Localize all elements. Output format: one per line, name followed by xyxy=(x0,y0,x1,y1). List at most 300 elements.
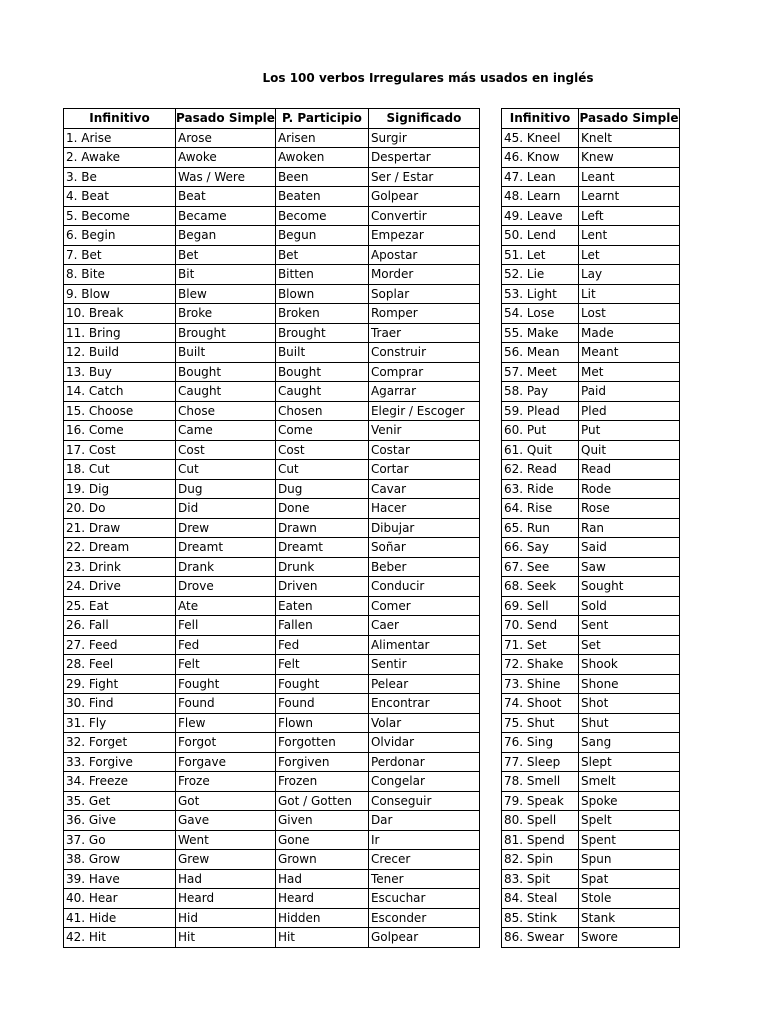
cell-infinitivo: 50. Lend xyxy=(502,226,579,246)
cell-infinitivo: 28. Feel xyxy=(64,655,176,675)
cell-pasado-simple: Spent xyxy=(579,830,680,850)
table-row xyxy=(64,908,480,928)
cell-pasado-simple: Blew xyxy=(176,284,276,304)
cell-participio: Awoken xyxy=(275,148,368,168)
table-row xyxy=(64,889,480,909)
table-row xyxy=(502,694,680,714)
table-row xyxy=(64,674,480,694)
cell-participio: Got / Gotten xyxy=(275,791,368,811)
cell-participio: Blown xyxy=(275,284,368,304)
cell-pasado-simple: Built xyxy=(176,343,276,363)
cell-infinitivo: 42. Hit xyxy=(64,928,176,948)
table-row xyxy=(64,167,480,187)
cell-participio: Fought xyxy=(275,674,368,694)
table-row xyxy=(502,908,680,928)
table-row xyxy=(502,304,680,324)
cell-pasado-simple: Lent xyxy=(579,226,680,246)
cell-infinitivo: 18. Cut xyxy=(64,460,176,480)
cell-infinitivo: 11. Bring xyxy=(64,323,176,343)
cell-significado: Pelear xyxy=(368,674,479,694)
cell-infinitivo: 75. Shut xyxy=(502,713,579,733)
table-row xyxy=(64,518,480,538)
cell-pasado-simple: Hit xyxy=(176,928,276,948)
cell-infinitivo: 3. Be xyxy=(64,167,176,187)
cell-significado: Olvidar xyxy=(368,733,479,753)
table-row xyxy=(502,479,680,499)
cell-significado: Perdonar xyxy=(368,752,479,772)
table-row xyxy=(64,635,480,655)
cell-infinitivo: 35. Get xyxy=(64,791,176,811)
table-row xyxy=(502,752,680,772)
cell-infinitivo: 27. Feed xyxy=(64,635,176,655)
table-row xyxy=(64,460,480,480)
cell-participio: Cost xyxy=(275,440,368,460)
table-row xyxy=(502,401,680,421)
cell-infinitivo: 61. Quit xyxy=(502,440,579,460)
cell-pasado-simple: Stole xyxy=(579,889,680,909)
cell-significado: Costar xyxy=(368,440,479,460)
cell-participio: Caught xyxy=(275,382,368,402)
cell-infinitivo: 69. Sell xyxy=(502,596,579,616)
cell-significado: Volar xyxy=(368,713,479,733)
cell-significado: Morder xyxy=(368,265,479,285)
cell-infinitivo: 76. Sing xyxy=(502,733,579,753)
table-row xyxy=(64,401,480,421)
cell-participio: Done xyxy=(275,499,368,519)
cell-significado: Comer xyxy=(368,596,479,616)
cell-pasado-simple: Stank xyxy=(579,908,680,928)
cell-infinitivo: 24. Drive xyxy=(64,577,176,597)
cell-pasado-simple: Had xyxy=(176,869,276,889)
cell-pasado-simple: Slept xyxy=(579,752,680,772)
table-row xyxy=(64,928,480,948)
cell-infinitivo: 65. Run xyxy=(502,518,579,538)
cell-infinitivo: 7. Bet xyxy=(64,245,176,265)
cell-infinitivo: 5. Become xyxy=(64,206,176,226)
cell-infinitivo: 15. Choose xyxy=(64,401,176,421)
cell-participio: Forgotten xyxy=(275,733,368,753)
cell-pasado-simple: Bit xyxy=(176,265,276,285)
header-participio: P. Participio xyxy=(275,109,368,129)
verbs-table-right-body xyxy=(502,128,680,947)
cell-infinitivo: 46. Know xyxy=(502,148,579,168)
cell-participio: Begun xyxy=(275,226,368,246)
cell-pasado-simple: Lit xyxy=(579,284,680,304)
cell-infinitivo: 17. Cost xyxy=(64,440,176,460)
cell-pasado-simple: Heard xyxy=(176,889,276,909)
table-row xyxy=(502,733,680,753)
cell-participio: Frozen xyxy=(275,772,368,792)
cell-infinitivo: 41. Hide xyxy=(64,908,176,928)
table-row xyxy=(64,304,480,324)
cell-significado: Despertar xyxy=(368,148,479,168)
header-significado: Significado xyxy=(368,109,479,129)
cell-significado: Crecer xyxy=(368,850,479,870)
verbs-table-right xyxy=(501,108,680,948)
cell-infinitivo: 39. Have xyxy=(64,869,176,889)
cell-significado: Ir xyxy=(368,830,479,850)
cell-pasado-simple: Sang xyxy=(579,733,680,753)
cell-infinitivo: 48. Learn xyxy=(502,187,579,207)
table-row xyxy=(64,850,480,870)
cell-infinitivo: 14. Catch xyxy=(64,382,176,402)
cell-pasado-simple: Put xyxy=(579,421,680,441)
table-row xyxy=(502,460,680,480)
table-row xyxy=(502,323,680,343)
cell-pasado-simple: Broke xyxy=(176,304,276,324)
cell-significado: Alimentar xyxy=(368,635,479,655)
header-infinitivo: Infinitivo xyxy=(502,109,579,129)
cell-significado: Sentir xyxy=(368,655,479,675)
cell-infinitivo: 78. Smell xyxy=(502,772,579,792)
cell-participio: Fallen xyxy=(275,616,368,636)
cell-pasado-simple: Shone xyxy=(579,674,680,694)
cell-pasado-simple: Chose xyxy=(176,401,276,421)
cell-pasado-simple: Leant xyxy=(579,167,680,187)
table-row xyxy=(502,518,680,538)
cell-pasado-simple: Flew xyxy=(176,713,276,733)
cell-pasado-simple: Did xyxy=(176,499,276,519)
cell-pasado-simple: Meant xyxy=(579,343,680,363)
cell-participio: Gone xyxy=(275,830,368,850)
table-row xyxy=(64,557,480,577)
cell-pasado-simple: Paid xyxy=(579,382,680,402)
table-row xyxy=(502,889,680,909)
cell-participio: Dug xyxy=(275,479,368,499)
cell-pasado-simple: Arose xyxy=(176,128,276,148)
cell-significado: Caer xyxy=(368,616,479,636)
cell-infinitivo: 79. Speak xyxy=(502,791,579,811)
cell-pasado-simple: Sought xyxy=(579,577,680,597)
cell-pasado-simple: Smelt xyxy=(579,772,680,792)
table-row xyxy=(64,323,480,343)
table-row xyxy=(502,382,680,402)
cell-infinitivo: 4. Beat xyxy=(64,187,176,207)
cell-participio: Grown xyxy=(275,850,368,870)
cell-pasado-simple: Gave xyxy=(176,811,276,831)
table-row xyxy=(502,499,680,519)
cell-pasado-simple: Said xyxy=(579,538,680,558)
table-row xyxy=(502,830,680,850)
header-pasado-simple: Pasado Simple xyxy=(176,109,276,129)
cell-participio: Bet xyxy=(275,245,368,265)
cell-infinitivo: 9. Blow xyxy=(64,284,176,304)
cell-pasado-simple: Lay xyxy=(579,265,680,285)
table-row xyxy=(502,869,680,889)
table-row xyxy=(502,557,680,577)
cell-infinitivo: 20. Do xyxy=(64,499,176,519)
cell-infinitivo: 30. Find xyxy=(64,694,176,714)
cell-significado: Apostar xyxy=(368,245,479,265)
cell-significado: Construir xyxy=(368,343,479,363)
cell-infinitivo: 31. Fly xyxy=(64,713,176,733)
table-row xyxy=(502,226,680,246)
cell-infinitivo: 85. Stink xyxy=(502,908,579,928)
cell-pasado-simple: Knelt xyxy=(579,128,680,148)
cell-infinitivo: 80. Spell xyxy=(502,811,579,831)
cell-pasado-simple: Quit xyxy=(579,440,680,460)
cell-significado: Elegir / Escoger xyxy=(368,401,479,421)
table-row xyxy=(502,538,680,558)
cell-significado: Golpear xyxy=(368,928,479,948)
table-row xyxy=(64,421,480,441)
table-row xyxy=(64,343,480,363)
cell-infinitivo: 59. Plead xyxy=(502,401,579,421)
cell-pasado-simple: Sent xyxy=(579,616,680,636)
cell-pasado-simple: Spelt xyxy=(579,811,680,831)
table-row xyxy=(64,791,480,811)
cell-significado: Beber xyxy=(368,557,479,577)
table-row xyxy=(502,148,680,168)
cell-participio: Arisen xyxy=(275,128,368,148)
cell-significado: Comprar xyxy=(368,362,479,382)
table-row xyxy=(64,733,480,753)
cell-participio: Found xyxy=(275,694,368,714)
cell-pasado-simple: Bought xyxy=(176,362,276,382)
table-row xyxy=(64,830,480,850)
cell-pasado-simple: Spat xyxy=(579,869,680,889)
table-row xyxy=(64,148,480,168)
table-row xyxy=(64,655,480,675)
table-row xyxy=(64,128,480,148)
table-row xyxy=(64,538,480,558)
cell-infinitivo: 67. See xyxy=(502,557,579,577)
cell-infinitivo: 64. Rise xyxy=(502,499,579,519)
verbs-table-left-body xyxy=(64,128,480,947)
cell-infinitivo: 26. Fall xyxy=(64,616,176,636)
cell-infinitivo: 34. Freeze xyxy=(64,772,176,792)
table-row xyxy=(502,616,680,636)
header-row xyxy=(64,109,480,129)
table-row xyxy=(64,577,480,597)
cell-participio: Beaten xyxy=(275,187,368,207)
table-row xyxy=(502,577,680,597)
table-row xyxy=(64,811,480,831)
cell-participio: Drawn xyxy=(275,518,368,538)
cell-pasado-simple: Let xyxy=(579,245,680,265)
cell-participio: Hidden xyxy=(275,908,368,928)
cell-significado: Dibujar xyxy=(368,518,479,538)
cell-participio: Cut xyxy=(275,460,368,480)
table-row xyxy=(64,362,480,382)
cell-infinitivo: 52. Lie xyxy=(502,265,579,285)
table-row xyxy=(64,226,480,246)
cell-pasado-simple: Spoke xyxy=(579,791,680,811)
cell-pasado-simple: Spun xyxy=(579,850,680,870)
cell-infinitivo: 1. Arise xyxy=(64,128,176,148)
cell-significado: Conseguir xyxy=(368,791,479,811)
cell-pasado-simple: Awoke xyxy=(176,148,276,168)
table-row xyxy=(502,245,680,265)
cell-pasado-simple: Rode xyxy=(579,479,680,499)
cell-significado: Agarrar xyxy=(368,382,479,402)
table-row xyxy=(64,713,480,733)
cell-pasado-simple: Knew xyxy=(579,148,680,168)
cell-participio: Hit xyxy=(275,928,368,948)
cell-pasado-simple: Shook xyxy=(579,655,680,675)
table-row xyxy=(64,479,480,499)
cell-infinitivo: 21. Draw xyxy=(64,518,176,538)
cell-infinitivo: 71. Set xyxy=(502,635,579,655)
cell-participio: Fed xyxy=(275,635,368,655)
cell-infinitivo: 86. Swear xyxy=(502,928,579,948)
table-row xyxy=(502,265,680,285)
table-row xyxy=(502,440,680,460)
cell-pasado-simple: Became xyxy=(176,206,276,226)
verbs-table-left xyxy=(63,108,480,948)
header-pasado-simple: Pasado Simple xyxy=(579,109,680,129)
cell-pasado-simple: Cost xyxy=(176,440,276,460)
cell-participio: Built xyxy=(275,343,368,363)
cell-pasado-simple: Made xyxy=(579,323,680,343)
header-row xyxy=(502,109,680,129)
cell-pasado-simple: Felt xyxy=(176,655,276,675)
cell-pasado-simple: Got xyxy=(176,791,276,811)
cell-infinitivo: 66. Say xyxy=(502,538,579,558)
table-row xyxy=(502,167,680,187)
cell-pasado-simple: Shot xyxy=(579,694,680,714)
cell-participio: Heard xyxy=(275,889,368,909)
cell-participio: Broken xyxy=(275,304,368,324)
table-row xyxy=(502,811,680,831)
cell-infinitivo: 83. Spit xyxy=(502,869,579,889)
table-row xyxy=(502,655,680,675)
table-row xyxy=(64,265,480,285)
cell-participio: Flown xyxy=(275,713,368,733)
cell-infinitivo: 38. Grow xyxy=(64,850,176,870)
table-row xyxy=(64,616,480,636)
cell-significado: Soñar xyxy=(368,538,479,558)
cell-infinitivo: 36. Give xyxy=(64,811,176,831)
table-row xyxy=(64,284,480,304)
cell-significado: Cortar xyxy=(368,460,479,480)
cell-pasado-simple: Drove xyxy=(176,577,276,597)
table-row xyxy=(64,187,480,207)
cell-pasado-simple: Caught xyxy=(176,382,276,402)
cell-participio: Bitten xyxy=(275,265,368,285)
table-row xyxy=(502,284,680,304)
cell-infinitivo: 32. Forget xyxy=(64,733,176,753)
cell-participio: Been xyxy=(275,167,368,187)
cell-significado: Convertir xyxy=(368,206,479,226)
cell-significado: Conducir xyxy=(368,577,479,597)
cell-infinitivo: 23. Drink xyxy=(64,557,176,577)
table-row xyxy=(64,772,480,792)
cell-significado: Venir xyxy=(368,421,479,441)
cell-pasado-simple: Hid xyxy=(176,908,276,928)
cell-infinitivo: 72. Shake xyxy=(502,655,579,675)
cell-infinitivo: 55. Make xyxy=(502,323,579,343)
cell-pasado-simple: Forgave xyxy=(176,752,276,772)
table-row xyxy=(502,791,680,811)
cell-significado: Tener xyxy=(368,869,479,889)
cell-participio: Become xyxy=(275,206,368,226)
cell-infinitivo: 2. Awake xyxy=(64,148,176,168)
cell-pasado-simple: Read xyxy=(579,460,680,480)
cell-pasado-simple: Went xyxy=(176,830,276,850)
table-row xyxy=(502,343,680,363)
cell-significado: Encontrar xyxy=(368,694,479,714)
cell-infinitivo: 82. Spin xyxy=(502,850,579,870)
cell-infinitivo: 57. Meet xyxy=(502,362,579,382)
cell-infinitivo: 12. Build xyxy=(64,343,176,363)
cell-significado: Escuchar xyxy=(368,889,479,909)
cell-pasado-simple: Forgot xyxy=(176,733,276,753)
cell-infinitivo: 70. Send xyxy=(502,616,579,636)
cell-pasado-simple: Fell xyxy=(176,616,276,636)
cell-significado: Surgir xyxy=(368,128,479,148)
cell-infinitivo: 62. Read xyxy=(502,460,579,480)
table-row xyxy=(502,713,680,733)
cell-pasado-simple: Learnt xyxy=(579,187,680,207)
cell-infinitivo: 40. Hear xyxy=(64,889,176,909)
cell-participio: Given xyxy=(275,811,368,831)
cell-pasado-simple: Rose xyxy=(579,499,680,519)
cell-infinitivo: 81. Spend xyxy=(502,830,579,850)
cell-infinitivo: 10. Break xyxy=(64,304,176,324)
cell-pasado-simple: Fed xyxy=(176,635,276,655)
cell-infinitivo: 77. Sleep xyxy=(502,752,579,772)
cell-pasado-simple: Bet xyxy=(176,245,276,265)
cell-significado: Cavar xyxy=(368,479,479,499)
cell-infinitivo: 25. Eat xyxy=(64,596,176,616)
cell-significado: Dar xyxy=(368,811,479,831)
table-row xyxy=(64,869,480,889)
cell-significado: Ser / Estar xyxy=(368,167,479,187)
cell-participio: Forgiven xyxy=(275,752,368,772)
table-row xyxy=(64,245,480,265)
cell-significado: Golpear xyxy=(368,187,479,207)
cell-pasado-simple: Froze xyxy=(176,772,276,792)
cell-participio: Bought xyxy=(275,362,368,382)
cell-infinitivo: 49. Leave xyxy=(502,206,579,226)
cell-infinitivo: 68. Seek xyxy=(502,577,579,597)
cell-infinitivo: 45. Kneel xyxy=(502,128,579,148)
table-row xyxy=(502,421,680,441)
cell-pasado-simple: Set xyxy=(579,635,680,655)
cell-infinitivo: 29. Fight xyxy=(64,674,176,694)
cell-participio: Drunk xyxy=(275,557,368,577)
table-row xyxy=(502,128,680,148)
header-infinitivo: Infinitivo xyxy=(64,109,176,129)
cell-participio: Eaten xyxy=(275,596,368,616)
cell-significado: Traer xyxy=(368,323,479,343)
table-row xyxy=(502,362,680,382)
cell-infinitivo: 47. Lean xyxy=(502,167,579,187)
cell-participio: Chosen xyxy=(275,401,368,421)
table-row xyxy=(64,596,480,616)
cell-pasado-simple: Left xyxy=(579,206,680,226)
table-row xyxy=(502,635,680,655)
table-row xyxy=(502,772,680,792)
cell-pasado-simple: Pled xyxy=(579,401,680,421)
cell-pasado-simple: Brought xyxy=(176,323,276,343)
cell-infinitivo: 37. Go xyxy=(64,830,176,850)
cell-pasado-simple: Found xyxy=(176,694,276,714)
cell-pasado-simple: Met xyxy=(579,362,680,382)
cell-infinitivo: 73. Shine xyxy=(502,674,579,694)
cell-participio: Driven xyxy=(275,577,368,597)
table-row xyxy=(64,206,480,226)
cell-pasado-simple: Dug xyxy=(176,479,276,499)
cell-significado: Esconder xyxy=(368,908,479,928)
cell-pasado-simple: Came xyxy=(176,421,276,441)
cell-pasado-simple: Swore xyxy=(579,928,680,948)
table-row xyxy=(502,596,680,616)
cell-infinitivo: 60. Put xyxy=(502,421,579,441)
cell-infinitivo: 33. Forgive xyxy=(64,752,176,772)
cell-pasado-simple: Sold xyxy=(579,596,680,616)
